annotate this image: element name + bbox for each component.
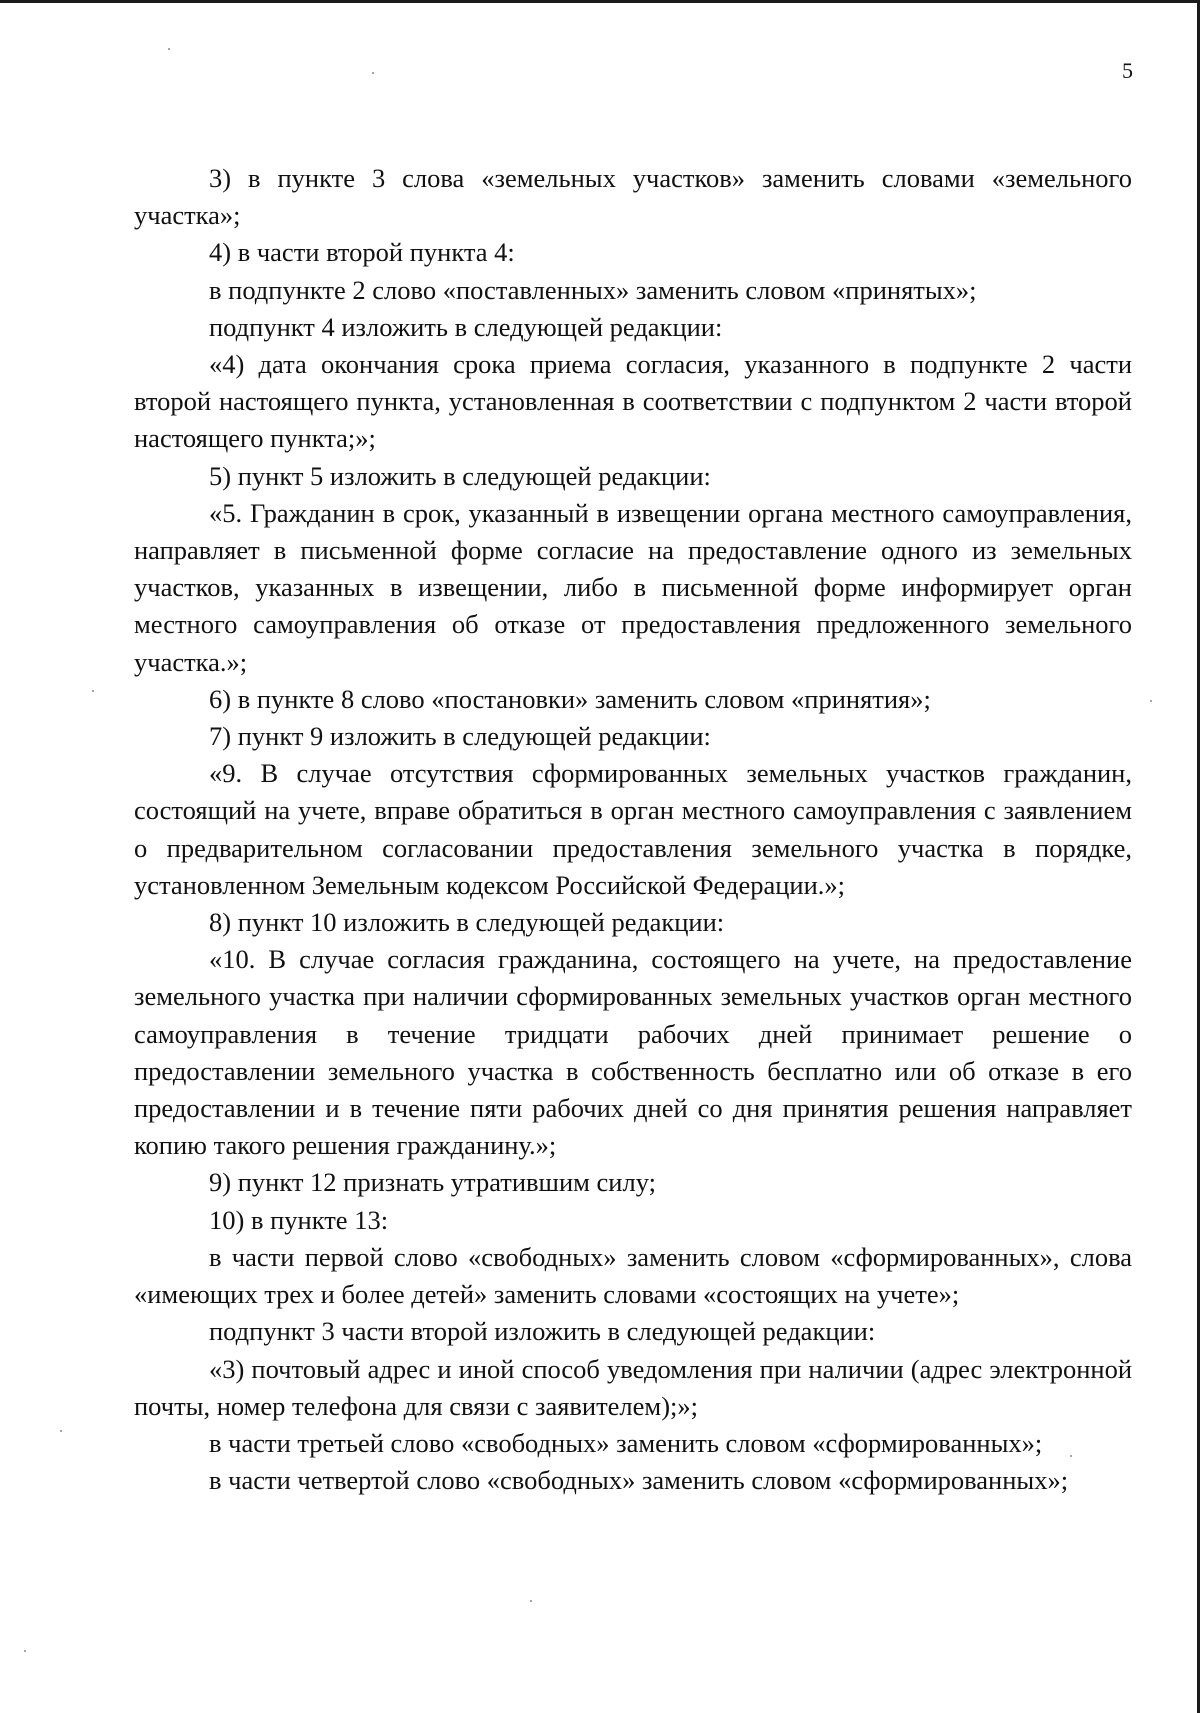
- paragraph-18: в части третьей слово «свободных» заменить словом «сформированных»;: [209, 1427, 1043, 1458]
- paragraph-2: 4) в части второй пункта 4:: [209, 237, 515, 268]
- page-number: 5: [1122, 58, 1133, 83]
- scan-speck: [1070, 1455, 1072, 1457]
- paragraph-12: «10. В случае согласия гражданина, состоящего на учете, на предоставление земельного участка при наличии сформированных земельных участков орган местного самоуправления в течение тридцати рабочих дней принимает решение о предоставлении земельного участка в собственность бесплатно или об отказе в его предоставлении и в течение пяти рабочих дней со дня принятия решения направляет копию такого решения гражданину.»;: [134, 944, 1132, 1161]
- paragraph-9: 7) пункт 9 изложить в следующей редакции:: [209, 721, 711, 752]
- scan-speck: [530, 1600, 532, 1602]
- paragraph-16: подпункт 3 части второй изложить в следующей редакции:: [209, 1316, 876, 1347]
- document-body: [134, 160, 1132, 1499]
- scan-speck: [24, 1650, 26, 1652]
- paragraph-5: «4) дата окончания срока приема согласия, указанного в подпункте 2 части второй настоящего пункта, установленная в соответствии с подпунктом 2 части второй настоящего пункта;»;: [134, 349, 1132, 454]
- scan-speck: [168, 48, 170, 50]
- scan-border-top: [0, 0, 1200, 3]
- scan-speck: [92, 690, 94, 692]
- paragraph-19: в части четвертой слово «свободных» заменить словом «сформированных»;: [209, 1465, 1069, 1496]
- scan-speck: [1150, 700, 1152, 702]
- paragraph-13: 9) пункт 12 признать утратившим силу;: [209, 1167, 656, 1198]
- scan-speck: [60, 1430, 62, 1432]
- paragraph-6: 5) пункт 5 изложить в следующей редакции:: [209, 460, 711, 491]
- paragraph-4: подпункт 4 изложить в следующей редакции:: [209, 311, 723, 342]
- scan-speck: [372, 72, 374, 74]
- paragraph-7: «5. Гражданин в срок, указанный в извещении органа местного самоуправления, направляет в письменной форме согласие на предоставление одного из земельных участков, указанных в извещении, либо в письменной форме информирует орган местного самоуправления об отказе от предоставления предложенного земельного участка.»;: [134, 497, 1132, 677]
- paragraph-3: в подпункте 2 слово «поставленных» заменить словом «принятых»;: [209, 274, 977, 305]
- paragraph-8: 6) в пункте 8 слово «постановки» заменить словом «принятия»;: [209, 683, 931, 714]
- paragraph-10: «9. В случае отсутствия сформированных земельных участков гражданин, состоящий на учете, вправе обратиться в орган местного самоуправления с заявлением о предварительном согласовании предоставления земельного участка в порядке, установленном Земельным кодексом Российской Федерации.»;: [134, 758, 1132, 900]
- paragraph-14: 10) в пункте 13:: [209, 1204, 389, 1235]
- paragraph-17: «3) почтовый адрес и иной способ уведомления при наличии (адрес электронной почты, номер телефона для связи с заявителем);»;: [134, 1353, 1132, 1421]
- paragraph-1: 3) в пункте 3 слова «земельных участков» заменить словами «земельного участка»;: [134, 163, 1132, 231]
- paragraph-11: 8) пункт 10 изложить в следующей редакции:: [209, 907, 725, 938]
- paragraph-15: в части первой слово «свободных» заменить словом «сформированных», слова «имеющих трех и более детей» заменить словами «состоящих на учете»;: [134, 1241, 1132, 1310]
